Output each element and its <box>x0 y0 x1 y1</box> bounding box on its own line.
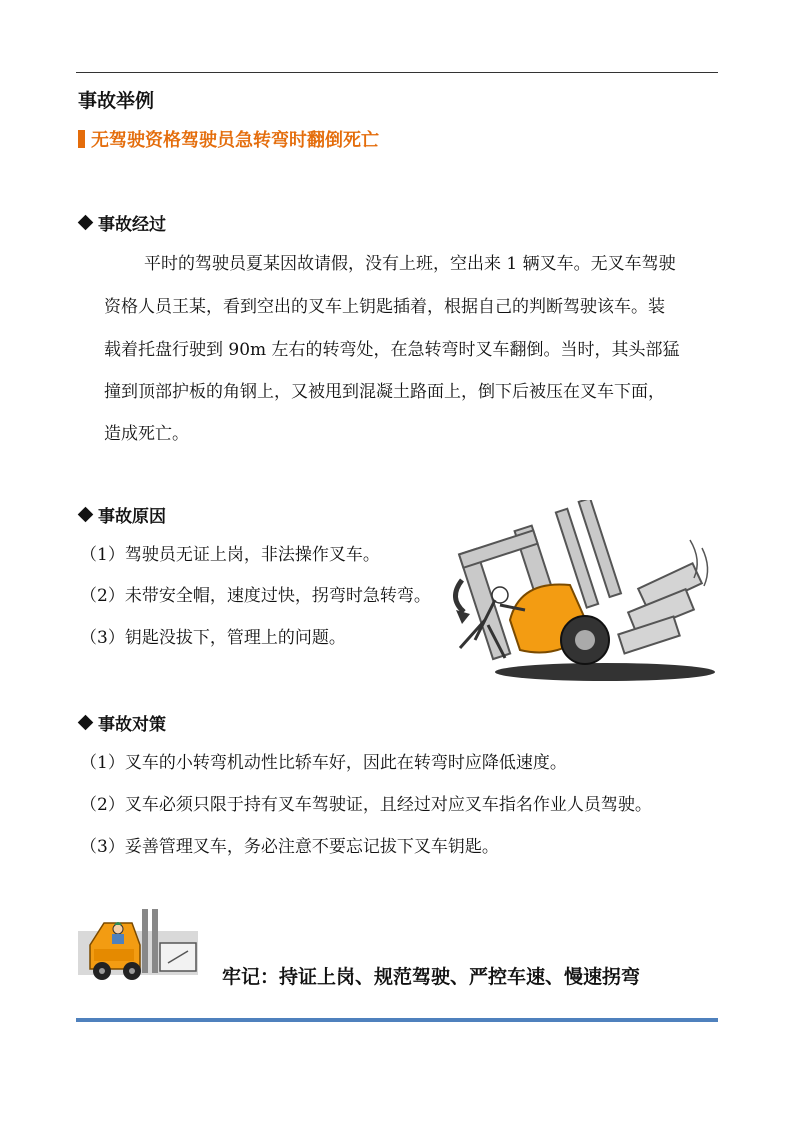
case-subtitle <box>78 126 379 152</box>
cause-item-1: （1）驾驶员无证上岗，非法操作叉车。 <box>80 545 380 565</box>
process-line-4: 撞到顶部护板的角钢上，又被甩到混凝土路面上，倒下后被压在叉车下面， <box>104 382 665 402</box>
section-causes-title-text: 事故原因 <box>98 507 166 527</box>
top-rule <box>76 72 718 73</box>
section-measures-title <box>76 710 166 735</box>
process-line-2: 资格人员王某，看到空出的叉车上钥匙插着，根据自己的判断驾驶该车。装 <box>104 297 665 317</box>
section-process-title-text: 事故经过 <box>98 215 166 235</box>
process-line-5: 造成死亡。 <box>104 424 189 444</box>
measure-item-2: （2）叉车必须只限于持有叉车驾驶证，且经过对应叉车指名作业人员驾驶。 <box>80 795 652 815</box>
safety-motto: 牢记：持证上岗、规范驾驶、严控车速、慢速拐弯 <box>222 966 641 988</box>
diamond-bullet-icon <box>78 715 94 731</box>
measure-item-3: （3）妥善管理叉车，务必注意不要忘记拔下叉车钥匙。 <box>80 837 499 857</box>
diamond-bullet-icon <box>78 507 94 523</box>
overturned-forklift-illustration <box>440 500 720 685</box>
subtitle-bar-marker <box>78 130 85 148</box>
diamond-bullet-icon <box>78 215 94 231</box>
forklift-driver-illustration <box>78 905 218 983</box>
measure-item-1: （1）叉车的小转弯机动性比轿车好，因此在转弯时应降低速度。 <box>80 753 567 773</box>
process-line-1: 平时的驾驶员夏某因故请假，没有上班，空出来 1 辆叉车。无叉车驾驶 <box>144 254 676 274</box>
process-line-3: 载着托盘行驶到 90m 左右的转弯处，在急转弯时叉车翻倒。当时，其头部猛 <box>104 340 680 360</box>
section-causes-title <box>76 502 166 527</box>
cause-item-2: （2）未带安全帽，速度过快，拐弯时急转弯。 <box>80 586 431 606</box>
bottom-rule <box>76 1018 718 1022</box>
page-heading: 事故举例 <box>78 90 155 112</box>
section-process-title <box>76 210 166 235</box>
case-subtitle-text: 无驾驶资格驾驶员急转弯时翻倒死亡 <box>91 130 379 151</box>
cause-item-3: （3）钥匙没拔下，管理上的问题。 <box>80 628 346 648</box>
section-measures-title-text: 事故对策 <box>98 715 166 735</box>
